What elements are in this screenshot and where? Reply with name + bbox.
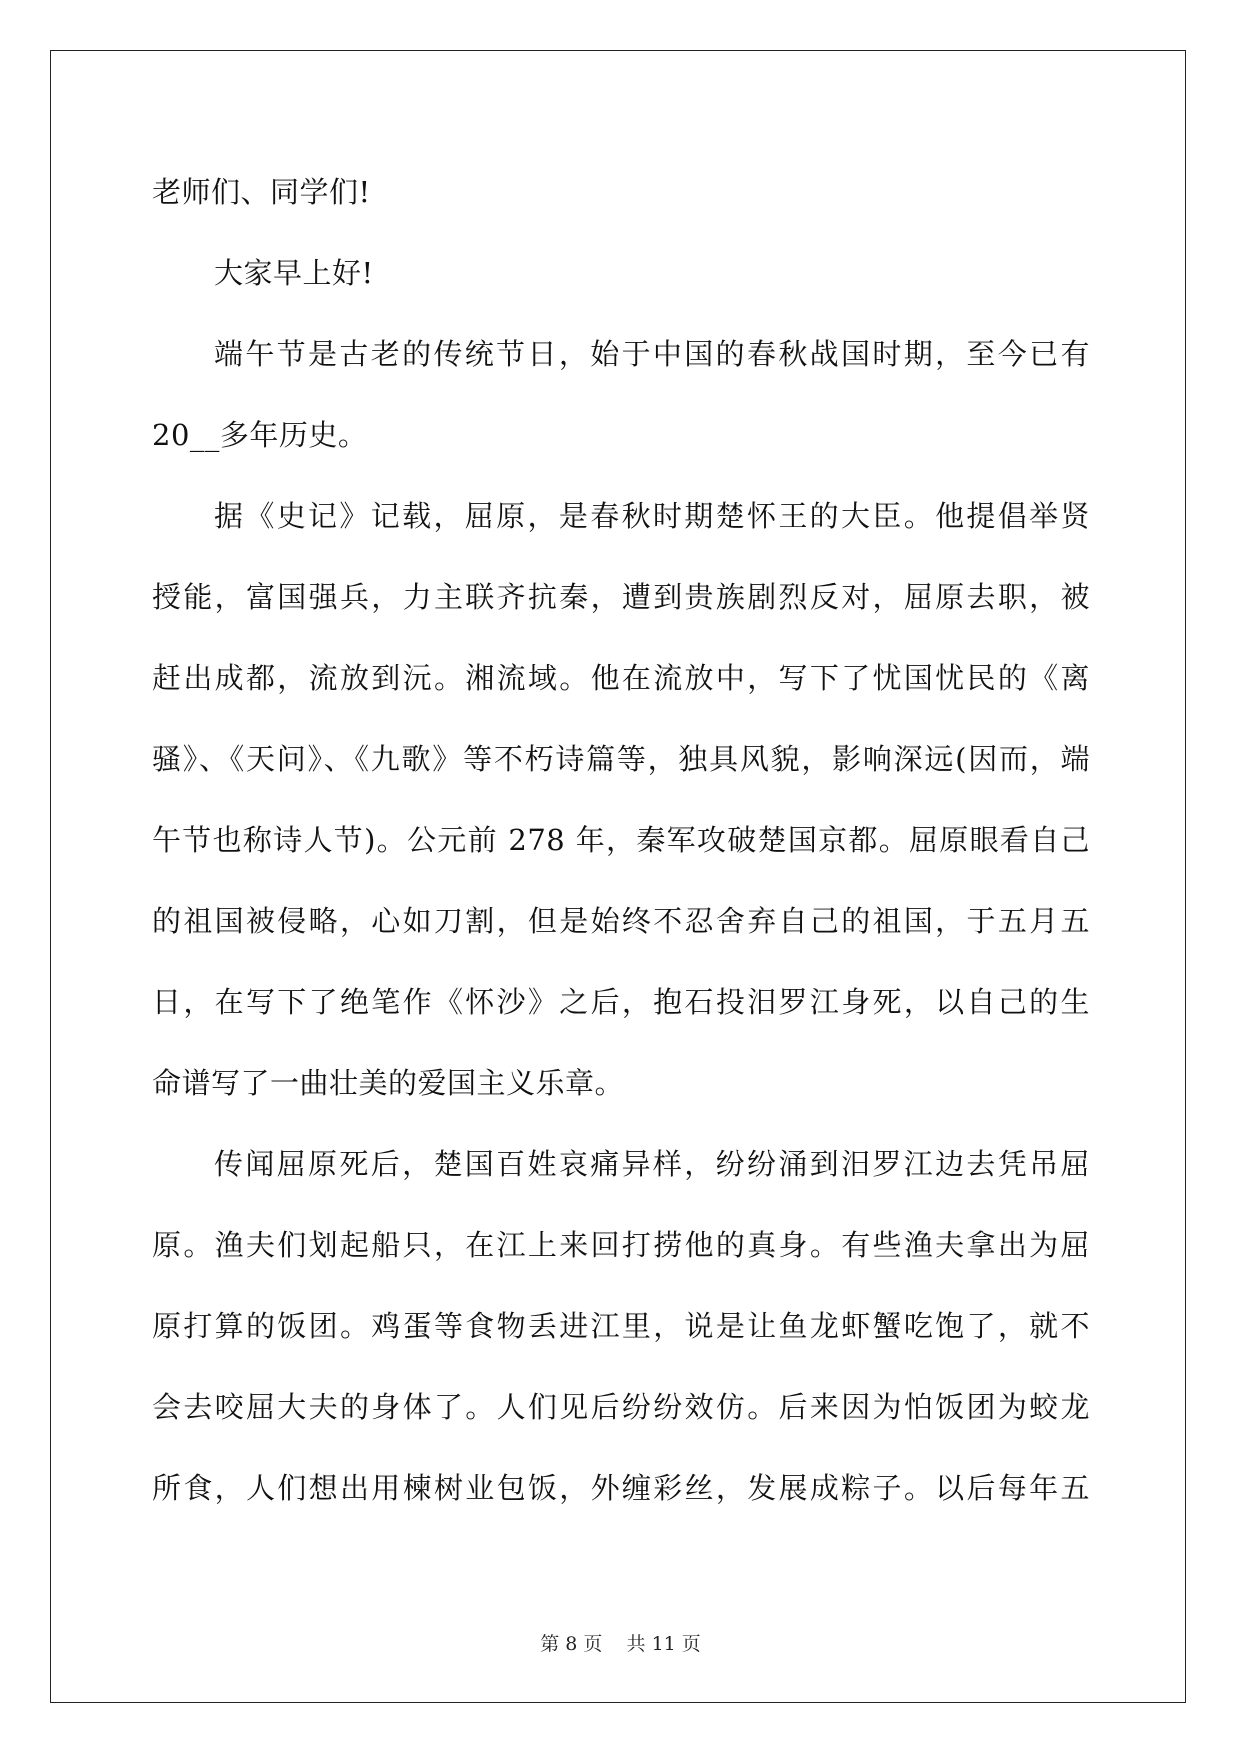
text-line: 20__多年历史。 xyxy=(152,418,368,452)
paragraph-2 xyxy=(152,476,1090,1124)
text-line: 授能，富国强兵，力主联齐抗秦，遭到贵族剧烈反对，屈原去职，被 xyxy=(152,580,1090,614)
text-line: 所食，人们想出用楝树业包饭，外缠彩丝，发展成粽子。以后每年五 xyxy=(152,1471,1090,1505)
morning-line: 大家早上好! xyxy=(214,256,374,290)
text-line: 午节也称诗人节)。公元前 278 年，秦军攻破楚国京都。屈原眼看自己 xyxy=(152,823,1090,857)
text-line: 赶出成都，流放到沅。湘流域。他在流放中，写下了忧国忧民的《离 xyxy=(152,661,1090,695)
text-line: 日，在写下了绝笔作《怀沙》之后，抱石投汨罗江身死，以自己的生 xyxy=(152,985,1090,1019)
paragraph-1 xyxy=(152,314,1090,476)
text-line: 命谱写了一曲壮美的爱国主义乐章。 xyxy=(152,1066,625,1100)
text-line: 原。渔夫们划起船只，在江上来回打捞他的真身。有些渔夫拿出为屈 xyxy=(152,1228,1090,1262)
text-line: 骚》、《天问》、《九歌》等不朽诗篇等，独具风貌，影响深远(因而，端 xyxy=(152,742,1090,776)
text-line: 的祖国被侵略，心如刀割，但是始终不忍舍弃自己的祖国，于五月五 xyxy=(152,904,1090,938)
paragraph-3 xyxy=(152,1124,1090,1529)
text-line: 据《史记》记载，屈原，是春秋时期楚怀王的大臣。他提倡举贤 xyxy=(214,499,1090,533)
text-line: 原打算的饭团。鸡蛋等食物丢进江里，说是让鱼龙虾蟹吃饱了，就不 xyxy=(152,1309,1090,1343)
page-number-footer: 第 8 页 共 11 页 xyxy=(540,1633,701,1655)
greeting-line: 老师们、同学们! xyxy=(152,175,371,209)
text-line: 端午节是古老的传统节日，始于中国的春秋战国时期，至今已有 xyxy=(214,337,1090,371)
text-line: 传闻屈原死后，楚国百姓哀痛异样，纷纷涌到汨罗江边去凭吊屈 xyxy=(214,1147,1090,1181)
text-line: 会去咬屈大夫的身体了。人们见后纷纷效仿。后来因为怕饭团为蛟龙 xyxy=(152,1390,1090,1424)
document-body xyxy=(152,152,1090,1529)
